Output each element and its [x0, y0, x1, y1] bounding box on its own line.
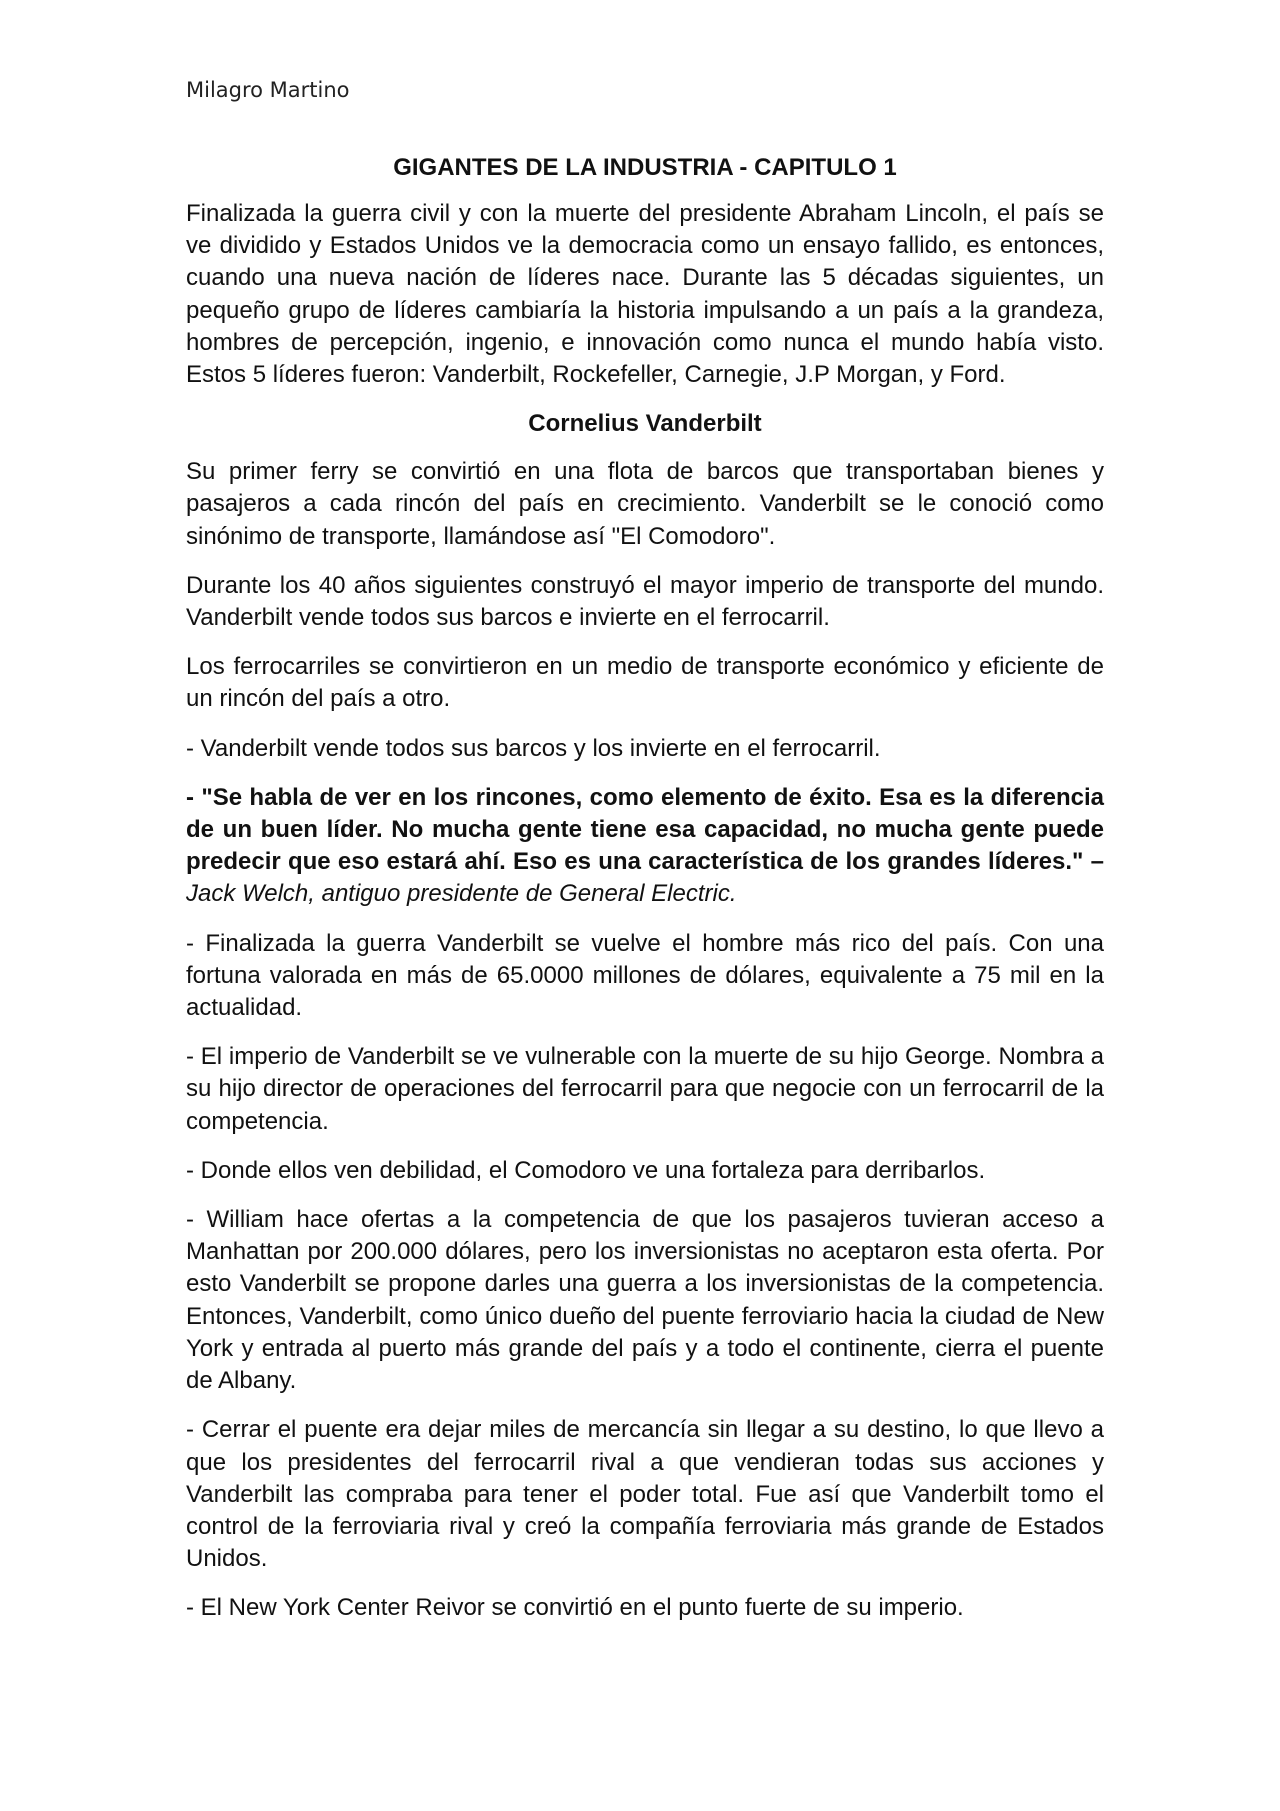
quote-paragraph	[186, 782, 1104, 911]
paragraph: - Donde ellos ven debilidad, el Comodoro ve una fortaleza para derribarlos.	[186, 1156, 986, 1184]
paragraph: Su primer ferry se convirtió en una flota de barcos que transportaban bienes y pasajeros a cada rincón del país en crecimiento. Vanderbilt se le conoció como sinónimo de transporte, llamándose así "El Comodoro".	[186, 458, 1104, 550]
paragraph: - Finalizada la guerra Vanderbilt se vuelve el hombre más rico del país. Con una fortuna valorada en más de 65.0000 millones de dólares, equivalente a 75 mil en la actualidad.	[186, 929, 1104, 1022]
document-title: GIGANTES DE LA INDUSTRIA - CAPITULO 1	[393, 154, 897, 181]
author-name: Milagro Martino	[186, 78, 350, 102]
intro-paragraph: Finalizada la guerra civil y con la muerte del presidente Abraham Lincoln, el país se ve dividido y Estados Unidos ve la democracia como un ensayo fallido, es entonces, cuando una nueva nación de líderes nace. Durante las 5 décadas siguientes, un pequeño grupo de líderes cambiaría la historia impulsando a un país a la grandeza, hombres de percepción, ingenio, e innovación como nunca el mundo había visto. Estos 5 líderes fueron: Vanderbilt, Rockefeller, Carnegie, J.P Morgan, y Ford.	[186, 200, 1104, 389]
paragraph: Durante los 40 años siguientes construyó el mayor imperio de transporte del mundo. Vanderbilt vende todos sus barcos e invierte en el ferrocarril.	[186, 571, 1104, 632]
paragraph: - El imperio de Vanderbilt se ve vulnerable con la muerte de su hijo George. Nombra a su hijo director de operaciones del ferrocarril para que negocie con un ferrocarril de la competencia.	[186, 1043, 1104, 1135]
paragraph: - William hace ofertas a la competencia de que los pasajeros tuvieran acceso a Manhattan por 200.000 dólares, pero los inversionistas no aceptaron esta oferta. Por esto Vanderbilt se propone darles una guerra a los inversionistas de la competencia. Entonces, Vanderbilt, como único dueño del puente ferroviario hacia la ciudad de New York y entrada al puerto más grande del país y a todo el continente, cierra el puente de Albany.	[186, 1206, 1104, 1395]
quote-attribution: Jack Welch, antiguo presidente de General Electric.	[186, 880, 737, 908]
quote-text: - "Se habla de ver en los rincones, como elemento de éxito. Esa es la diferencia de un buen líder. No mucha gente tiene esa capacidad, no mucha gente puede predecir que eso estará ahí. Eso es una característica de los grandes líderes." –	[186, 783, 1104, 876]
paragraph: - Vanderbilt vende todos sus barcos y los invierte en el ferrocarril.	[186, 734, 881, 762]
paragraph: - El New York Center Reivor se convirtió en el punto fuerte de su imperio.	[186, 1594, 964, 1622]
document-body	[186, 152, 1104, 1625]
section-heading: Cornelius Vanderbilt	[528, 410, 762, 438]
paragraph: - Cerrar el puente era dejar miles de mercancía sin llegar a su destino, lo que llevo a que los presidentes del ferrocarril rival a que vendieran todas sus acciones y Vanderbilt las compraba para tener el poder total. Fue así que Vanderbilt tomo el control de la ferroviaria rival y creó la compañía ferroviaria más grande de Estados Unidos.	[186, 1416, 1104, 1573]
paragraph: Los ferrocarriles se convirtieron en un medio de transporte económico y eficiente de un rincón del país a otro.	[186, 653, 1104, 713]
